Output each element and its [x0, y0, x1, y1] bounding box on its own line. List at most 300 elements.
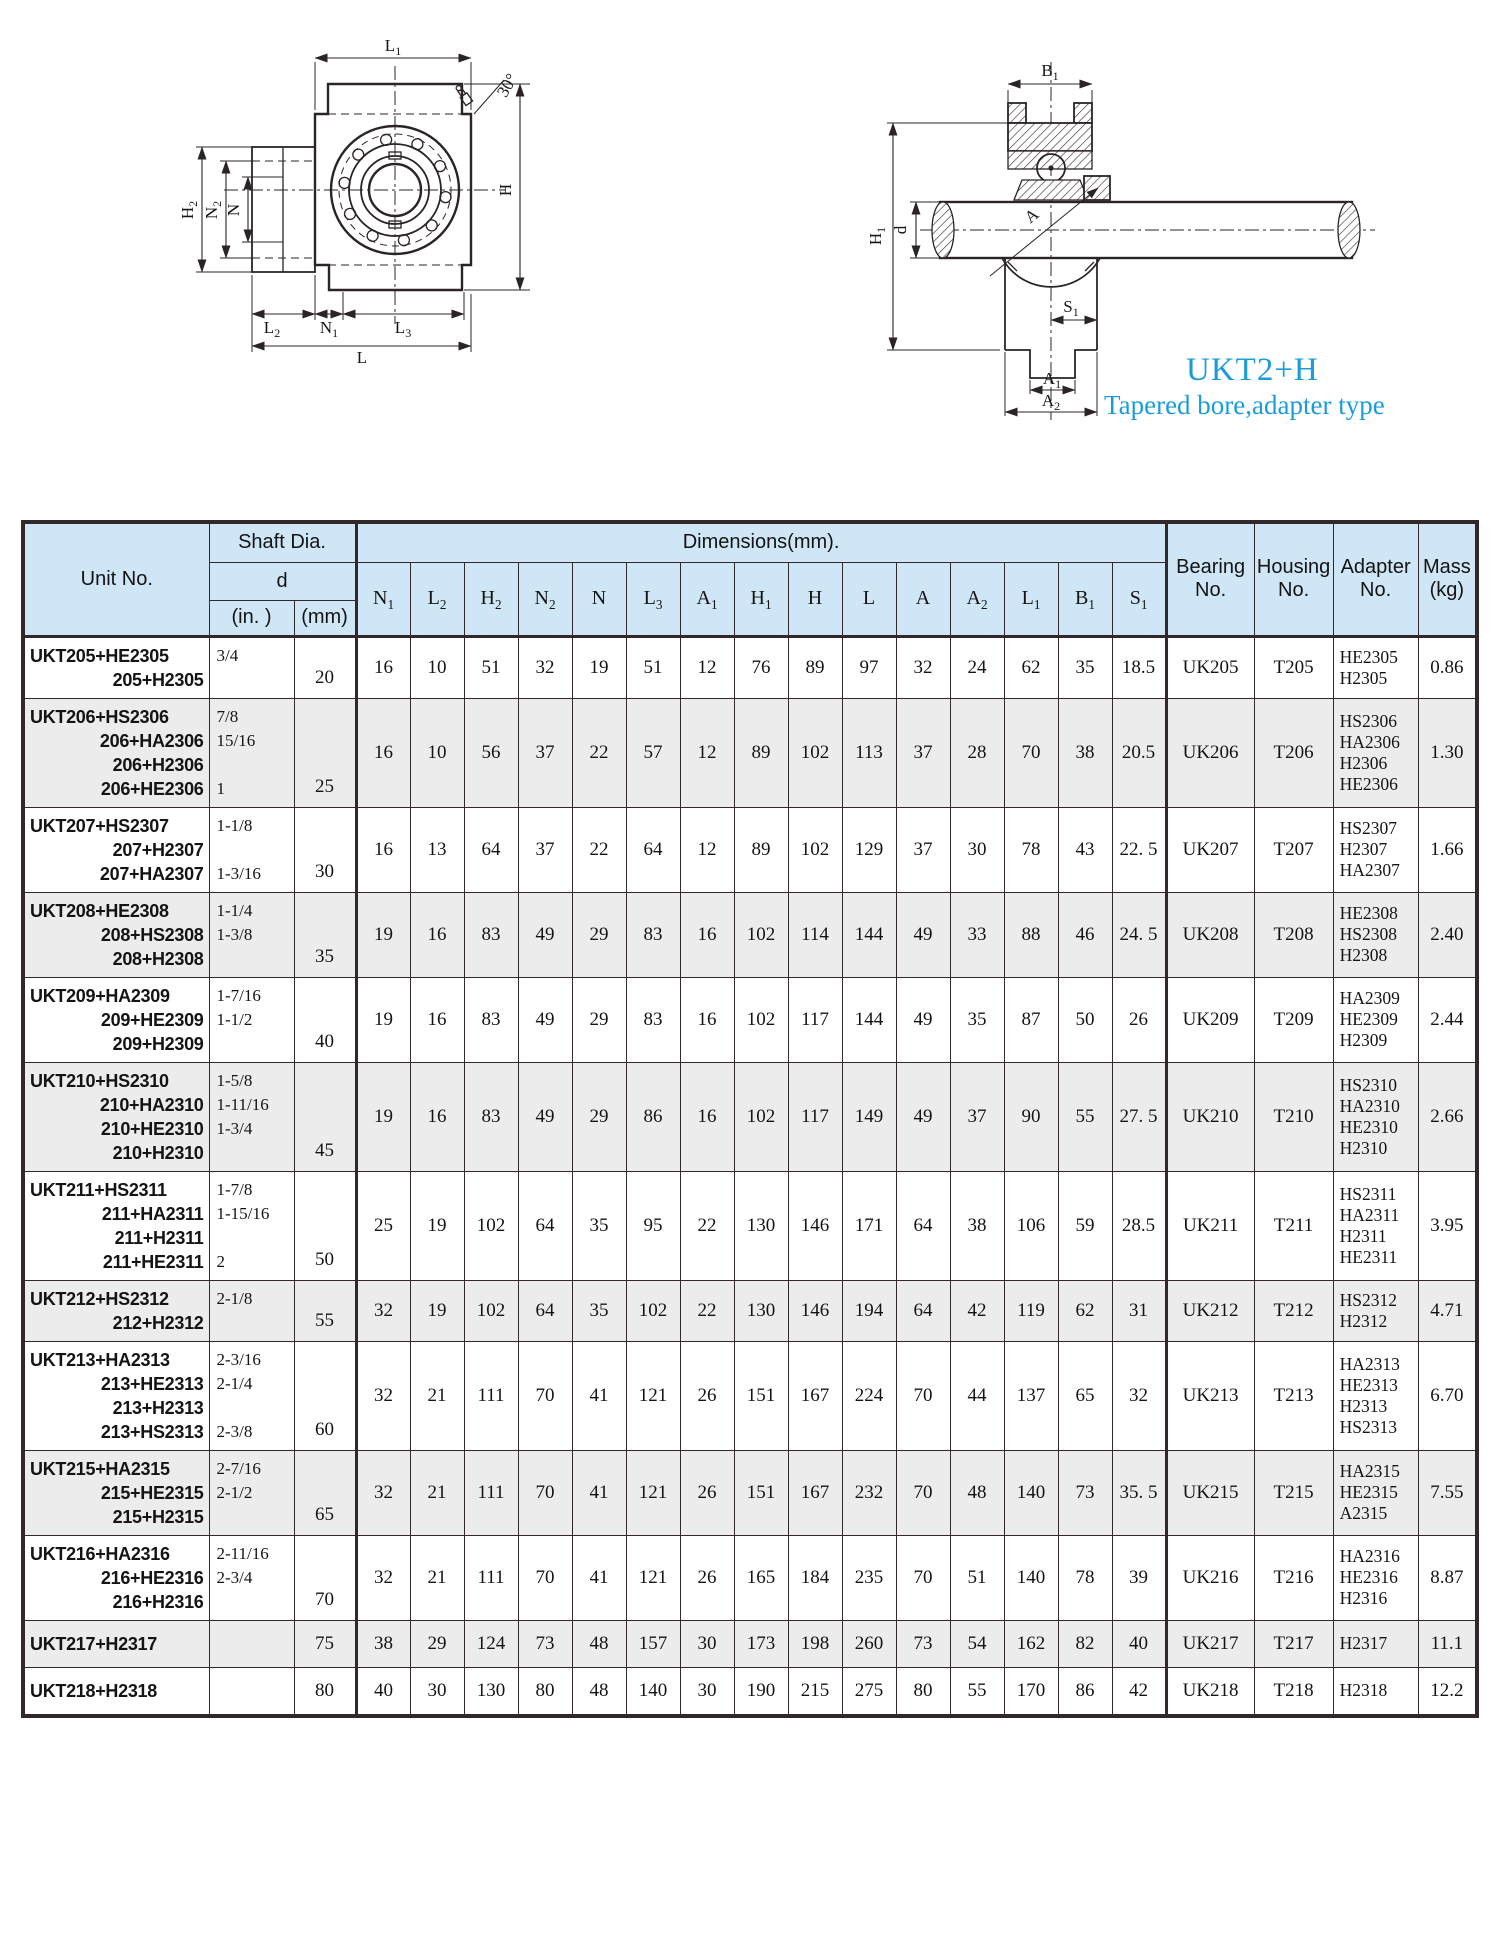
- dim-cell: 76: [734, 636, 788, 698]
- dim-cell: 260: [842, 1620, 896, 1667]
- dim-cell: 28.5: [1112, 1171, 1166, 1280]
- dim-cell: 83: [626, 977, 680, 1062]
- shaft-mm-cell: 60: [294, 1341, 356, 1450]
- dim-label-l3: $L_3$: [394, 318, 412, 340]
- adapter-no-line: HE2311: [1339, 1246, 1398, 1267]
- dim-cell: 12: [680, 636, 734, 698]
- unit-no-cell: [23, 807, 209, 892]
- table-row: [23, 807, 1477, 892]
- shaft-in-cell: [209, 807, 294, 892]
- mass-cell: 2.44: [1418, 977, 1477, 1062]
- mass-cell: 7.55: [1418, 1450, 1477, 1535]
- mass-cell: 1.30: [1418, 698, 1477, 807]
- unit-no-line: 207+HA2307: [99, 863, 204, 884]
- shaft-in-cell: [209, 636, 294, 698]
- shaft-mm-cell: 55: [294, 1280, 356, 1341]
- dim-cell: 151: [734, 1450, 788, 1535]
- adapter-no-cell: [1333, 892, 1418, 977]
- col-header-dim-l1: $L_1$: [1004, 562, 1058, 636]
- adapter-no-line: HS2308: [1339, 924, 1397, 944]
- dim-cell: 106: [1004, 1171, 1058, 1280]
- shaft-in-line: 2-11/16: [216, 1543, 269, 1563]
- dim-cell: 235: [842, 1535, 896, 1620]
- dim-cell: 19: [356, 1062, 410, 1171]
- unit-no-line: 215+HE2315: [100, 1482, 204, 1503]
- dim-cell: 29: [410, 1620, 464, 1667]
- bearing-no-cell: UK210: [1166, 1062, 1254, 1171]
- dim-label-b1: $B_1$: [1041, 61, 1059, 83]
- bearing-no-cell: UK207: [1166, 807, 1254, 892]
- col-header-mass: Mass (kg): [1418, 522, 1477, 636]
- unit-no-cell: [23, 1450, 209, 1535]
- table-row: [23, 1062, 1477, 1171]
- unit-no-line: 213+HS2313: [100, 1421, 204, 1442]
- dim-cell: 37: [896, 807, 950, 892]
- shaft-in-cell: [209, 698, 294, 807]
- unit-no-line: UKT212+HS2312: [30, 1288, 169, 1309]
- dim-cell: 167: [788, 1341, 842, 1450]
- dim-cell: 26: [680, 1450, 734, 1535]
- unit-no-line: 212+H2312: [112, 1312, 204, 1333]
- adapter-no-line: HE2316: [1339, 1567, 1398, 1587]
- dim-cell: 73: [896, 1620, 950, 1667]
- dim-label-a1: $A_1$: [1042, 369, 1062, 391]
- dim-cell: 70: [896, 1341, 950, 1450]
- dim-cell: 86: [626, 1062, 680, 1171]
- shaft-in-cell: [209, 1062, 294, 1171]
- adapter-no-line: H2313: [1339, 1395, 1388, 1416]
- dim-cell: 83: [464, 892, 518, 977]
- dim-cell: 41: [572, 1450, 626, 1535]
- bearing-no-cell: UK215: [1166, 1450, 1254, 1535]
- dim-cell: 62: [1058, 1280, 1112, 1341]
- col-header-adapter-no: Adapter No.: [1333, 522, 1418, 636]
- adapter-no-line: H2310: [1339, 1137, 1388, 1158]
- dim-cell: 22. 5: [1112, 807, 1166, 892]
- unit-no-line: 211+H2311: [114, 1227, 204, 1248]
- mass-cell: 4.71: [1418, 1280, 1477, 1341]
- dim-cell: 102: [734, 1062, 788, 1171]
- shaft-in-line: 2-1/8: [216, 1288, 253, 1308]
- dim-cell: 64: [626, 807, 680, 892]
- dim-cell: 26: [1112, 977, 1166, 1062]
- housing-no-cell: T218: [1254, 1667, 1333, 1716]
- adapter-no-line: HE2309: [1339, 1009, 1398, 1029]
- bearing-no-cell: UK213: [1166, 1341, 1254, 1450]
- dim-cell: 21: [410, 1535, 464, 1620]
- dim-cell: 55: [950, 1667, 1004, 1716]
- dim-cell: 82: [1058, 1620, 1112, 1667]
- dim-cell: 19: [410, 1171, 464, 1280]
- adapter-no-line: HE2308: [1339, 903, 1398, 923]
- dim-cell: 49: [518, 1062, 572, 1171]
- dim-cell: 73: [1058, 1450, 1112, 1535]
- dim-cell: 22: [572, 807, 626, 892]
- dim-cell: 19: [356, 977, 410, 1062]
- unit-no-cell: [23, 1171, 209, 1280]
- unit-no-cell: [23, 636, 209, 698]
- dim-cell: 117: [788, 1062, 842, 1171]
- dim-cell: 49: [518, 892, 572, 977]
- shaft-in-line: 2-1/4: [216, 1373, 253, 1393]
- shaft-in-line: 2-7/16: [216, 1458, 261, 1478]
- unit-no-cell: [23, 1535, 209, 1620]
- table-row: [23, 698, 1477, 807]
- dim-cell: 32: [356, 1280, 410, 1341]
- unit-no-line: 211+HE2311: [102, 1251, 204, 1272]
- unit-no-line: 209+HE2309: [100, 1009, 204, 1030]
- dim-cell: 64: [518, 1280, 572, 1341]
- dim-cell: 30: [410, 1667, 464, 1716]
- unit-no-cell: [23, 698, 209, 807]
- dim-cell: 95: [626, 1171, 680, 1280]
- dim-cell: 44: [950, 1341, 1004, 1450]
- table-row: [23, 1341, 1477, 1450]
- bearing-no-cell: UK218: [1166, 1667, 1254, 1716]
- dim-cell: 29: [572, 892, 626, 977]
- table-header: [23, 522, 1477, 636]
- shaft-in-line: [217, 838, 291, 862]
- spec-table: [21, 520, 1479, 1718]
- dim-cell: 16: [680, 1062, 734, 1171]
- adapter-no-line: H2309: [1339, 1030, 1388, 1050]
- dim-cell: 48: [572, 1667, 626, 1716]
- dim-cell: 140: [1004, 1535, 1058, 1620]
- dim-cell: 40: [356, 1667, 410, 1716]
- shaft-in-cell: [209, 1620, 294, 1667]
- dim-cell: 51: [464, 636, 518, 698]
- mass-cell: 1.66: [1418, 807, 1477, 892]
- dim-cell: 194: [842, 1280, 896, 1341]
- adapter-no-line: A2315: [1339, 1503, 1388, 1523]
- mass-cell: 6.70: [1418, 1341, 1477, 1450]
- col-header-dim-n2: $N_2$: [518, 562, 572, 636]
- dim-cell: 35: [1058, 636, 1112, 698]
- shaft-mm-cell: 50: [294, 1171, 356, 1280]
- col-header-dim-l3: $L_3$: [626, 562, 680, 636]
- dim-label-s1: $S_1$: [1063, 297, 1079, 319]
- dim-cell: 157: [626, 1620, 680, 1667]
- shaft-in-line: 2-3/16: [216, 1349, 261, 1369]
- dim-cell: 130: [734, 1171, 788, 1280]
- housing-no-cell: T217: [1254, 1620, 1333, 1667]
- shaft-in-cell: [209, 1171, 294, 1280]
- shaft-in-line: 2-1/2: [216, 1482, 253, 1502]
- dim-cell: 29: [572, 977, 626, 1062]
- dim-cell: 140: [626, 1667, 680, 1716]
- grease-fitting-icon: [454, 84, 473, 106]
- adapter-no-line: H2312: [1339, 1310, 1388, 1331]
- adapter-no-cell: [1333, 1341, 1418, 1450]
- col-header-dim-a2: $A_2$: [950, 562, 1004, 636]
- adapter-no-line: HA2307: [1339, 860, 1400, 880]
- dim-cell: 30: [680, 1620, 734, 1667]
- dim-cell: 70: [518, 1341, 572, 1450]
- unit-no-line: 208+HS2308: [100, 924, 204, 945]
- col-header-d: d: [209, 562, 356, 600]
- dim-cell: 64: [896, 1280, 950, 1341]
- dim-cell: 35: [572, 1171, 626, 1280]
- table-row: [23, 1667, 1477, 1716]
- mass-cell: 8.87: [1418, 1535, 1477, 1620]
- shaft-in-cell: [209, 1535, 294, 1620]
- unit-no-line: 205+H2305: [112, 669, 204, 690]
- dim-cell: 51: [950, 1535, 1004, 1620]
- table-row: [23, 1171, 1477, 1280]
- col-header-dimensions: Dimensions(mm).: [356, 522, 1166, 562]
- col-header-dim-a1: $A_1$: [680, 562, 734, 636]
- adapter-no-line: HE2310: [1339, 1116, 1398, 1137]
- bearing-no-cell: UK209: [1166, 977, 1254, 1062]
- dim-cell: 129: [842, 807, 896, 892]
- adapter-no-line: HS2306: [1339, 710, 1397, 731]
- dim-cell: 80: [896, 1667, 950, 1716]
- dim-cell: 10: [410, 698, 464, 807]
- dim-label-l: L: [356, 348, 368, 367]
- dim-cell: 38: [356, 1620, 410, 1667]
- dim-cell: 32: [1112, 1341, 1166, 1450]
- dim-cell: 42: [950, 1280, 1004, 1341]
- dim-cell: 97: [842, 636, 896, 698]
- dim-cell: 22: [680, 1280, 734, 1341]
- dim-label-l1: $L_1$: [384, 36, 402, 58]
- dim-cell: 16: [680, 892, 734, 977]
- dim-cell: 275: [842, 1667, 896, 1716]
- shaft-in-cell: [209, 1341, 294, 1450]
- unit-no-line: UKT218+H2318: [30, 1680, 157, 1701]
- adapter-no-cell: [1333, 636, 1418, 698]
- mass-cell: 3.95: [1418, 1171, 1477, 1280]
- dim-cell: 13: [410, 807, 464, 892]
- dim-cell: 37: [518, 807, 572, 892]
- dim-cell: 111: [464, 1341, 518, 1450]
- dim-cell: 87: [1004, 977, 1058, 1062]
- dim-cell: 42: [1112, 1667, 1166, 1716]
- dim-cell: 24: [950, 636, 1004, 698]
- dim-cell: 102: [734, 892, 788, 977]
- adapter-no-cell: [1333, 1620, 1418, 1667]
- dim-cell: 16: [356, 698, 410, 807]
- dim-cell: 32: [518, 636, 572, 698]
- col-header-mm: (mm): [294, 600, 356, 636]
- dim-cell: 32: [356, 1535, 410, 1620]
- dim-cell: 48: [572, 1620, 626, 1667]
- unit-no-line: UKT208+HE2308: [30, 900, 169, 921]
- housing-outline: [315, 84, 471, 290]
- shaft-mm-cell: 80: [294, 1667, 356, 1716]
- dim-cell: 151: [734, 1341, 788, 1450]
- col-header-unit-no: Unit No.: [23, 522, 209, 636]
- adapter-no-cell: [1333, 1450, 1418, 1535]
- shaft-in-line: 2: [216, 1251, 225, 1271]
- table-row: [23, 892, 1477, 977]
- adapter-no-cell: [1333, 1062, 1418, 1171]
- dim-cell: 198: [788, 1620, 842, 1667]
- shaft-in-line: 1-7/16: [216, 985, 261, 1005]
- shaft-in-line: 7/8: [216, 706, 239, 726]
- shaft-mm-cell: 65: [294, 1450, 356, 1535]
- dim-cell: 22: [680, 1171, 734, 1280]
- adapter-no-line: H2307: [1339, 839, 1388, 859]
- unit-no-line: 206+H2306: [112, 754, 204, 775]
- dim-cell: 16: [680, 977, 734, 1062]
- shaft-in-line: 1-15/16: [216, 1203, 270, 1223]
- shaft-in-line: 3/4: [216, 645, 239, 665]
- dim-cell: 102: [464, 1280, 518, 1341]
- col-header-dim-h1: $H_1$: [734, 562, 788, 636]
- bearing-no-cell: UK205: [1166, 636, 1254, 698]
- col-header-dim-b1: $B_1$: [1058, 562, 1112, 636]
- bearing-no-cell: UK216: [1166, 1535, 1254, 1620]
- dim-cell: 70: [1004, 698, 1058, 807]
- spec-table-body: [23, 636, 1477, 1716]
- adapter-no-line: HA2316: [1339, 1546, 1400, 1566]
- dim-cell: 130: [464, 1667, 518, 1716]
- table-row: [23, 977, 1477, 1062]
- dim-cell: 102: [626, 1280, 680, 1341]
- dim-label-n1: $N_1$: [319, 318, 339, 340]
- housing-no-cell: T207: [1254, 807, 1333, 892]
- dim-cell: 111: [464, 1535, 518, 1620]
- table-row: [23, 1450, 1477, 1535]
- dim-cell: 38: [950, 1171, 1004, 1280]
- dim-label-n2: $N_2$: [202, 200, 224, 220]
- dim-cell: 102: [464, 1171, 518, 1280]
- front-view-drawing: [168, 22, 598, 367]
- dim-label-h: H: [496, 183, 515, 197]
- col-header-dim-s1: $S_1$: [1112, 562, 1166, 636]
- dim-cell: 26: [680, 1341, 734, 1450]
- shaft-in-line: 1-3/4: [216, 1118, 253, 1138]
- unit-no-line: UKT211+HS2311: [30, 1179, 167, 1200]
- col-header-dim-l2: $L_2$: [410, 562, 464, 636]
- dim-cell: 19: [356, 892, 410, 977]
- dim-cell: 173: [734, 1620, 788, 1667]
- shaft-in-line: [217, 1226, 291, 1250]
- dim-cell: 40: [1112, 1620, 1166, 1667]
- dim-cell: 16: [410, 1062, 464, 1171]
- dim-cell: 43: [1058, 807, 1112, 892]
- dim-cell: 232: [842, 1450, 896, 1535]
- dim-cell: 114: [788, 892, 842, 977]
- shaft-in-line: 1-5/8: [216, 1070, 253, 1090]
- dim-cell: 190: [734, 1667, 788, 1716]
- dim-cell: 215: [788, 1667, 842, 1716]
- unit-no-line: 211+HA2311: [101, 1203, 204, 1224]
- dim-cell: 32: [896, 636, 950, 698]
- dim-cell: 35: [572, 1280, 626, 1341]
- mass-cell: 2.66: [1418, 1062, 1477, 1171]
- adapter-no-cell: [1333, 1667, 1418, 1716]
- dim-cell: 57: [626, 698, 680, 807]
- adapter-no-line: HS2311: [1339, 1183, 1397, 1204]
- dim-cell: 171: [842, 1171, 896, 1280]
- dim-cell: 113: [842, 698, 896, 807]
- dim-cell: 39: [1112, 1535, 1166, 1620]
- dim-cell: 37: [950, 1062, 1004, 1171]
- dim-cell: 33: [950, 892, 1004, 977]
- shaft-in-line: 1-1/2: [216, 1009, 253, 1029]
- dim-cell: 24. 5: [1112, 892, 1166, 977]
- adapter-no-line: HS2310: [1339, 1074, 1397, 1095]
- dim-cell: 70: [896, 1450, 950, 1535]
- dim-cell: 162: [1004, 1620, 1058, 1667]
- dim-cell: 170: [1004, 1667, 1058, 1716]
- bearing-no-cell: UK212: [1166, 1280, 1254, 1341]
- housing-no-cell: T216: [1254, 1535, 1333, 1620]
- adapter-no-line: HA2311: [1339, 1204, 1400, 1225]
- unit-no-line: UKT206+HS2306: [30, 706, 169, 727]
- unit-no-line: 206+HE2306: [100, 778, 204, 799]
- dim-cell: 18.5: [1112, 636, 1166, 698]
- shaft-in-cell: [209, 1667, 294, 1716]
- unit-no-cell: [23, 1062, 209, 1171]
- dim-cell: 26: [680, 1535, 734, 1620]
- col-header-in: (in. ): [209, 600, 294, 636]
- angle-label: 30°: [493, 70, 522, 101]
- table-row: [23, 636, 1477, 698]
- adapter-no-cell: [1333, 807, 1418, 892]
- dim-cell: 19: [572, 636, 626, 698]
- shaft-mm-cell: 35: [294, 892, 356, 977]
- dim-cell: 35. 5: [1112, 1450, 1166, 1535]
- dim-cell: 80: [518, 1667, 572, 1716]
- dim-label-l2: $L_2$: [263, 318, 281, 340]
- adapter-no-line: HE2306: [1339, 773, 1398, 794]
- unit-no-line: 206+HA2306: [99, 730, 204, 751]
- adapter-no-line: H2305: [1339, 667, 1388, 688]
- adapter-no-cell: [1333, 698, 1418, 807]
- dim-label-h1: $H_1$: [866, 226, 888, 246]
- dim-cell: 12: [680, 807, 734, 892]
- dim-cell: 12: [680, 698, 734, 807]
- adapter-no-line: HA2310: [1339, 1095, 1400, 1116]
- dim-label-h2: $H_2$: [178, 200, 200, 220]
- adapter-no-line: HS2307: [1339, 818, 1397, 838]
- col-header-dim-h: H: [788, 562, 842, 636]
- dim-cell: 30: [950, 807, 1004, 892]
- dim-cell: 86: [1058, 1667, 1112, 1716]
- unit-no-line: 207+H2307: [112, 839, 204, 860]
- dim-cell: 22: [572, 698, 626, 807]
- shaft-in-line: [217, 1396, 291, 1420]
- unit-no-line: UKT207+HS2307: [30, 815, 169, 836]
- unit-no-line: 216+H2316: [112, 1591, 204, 1612]
- unit-no-line: UKT210+HS2310: [30, 1070, 169, 1091]
- dim-cell: 121: [626, 1535, 680, 1620]
- unit-no-cell: [23, 892, 209, 977]
- dim-cell: 83: [626, 892, 680, 977]
- shaft-in-line: 1-1/8: [216, 815, 253, 835]
- dim-cell: 140: [1004, 1450, 1058, 1535]
- mass-cell: 0.86: [1418, 636, 1477, 698]
- shaft-mm-cell: 30: [294, 807, 356, 892]
- dim-cell: 51: [626, 636, 680, 698]
- bearing-no-cell: UK211: [1166, 1171, 1254, 1280]
- dim-label-a2: $A_2$: [1041, 391, 1061, 413]
- dim-cell: 32: [356, 1341, 410, 1450]
- shaft-in-line: 1-1/4: [216, 900, 253, 920]
- adapter-no-line: HE2313: [1339, 1374, 1398, 1395]
- shaft-in-line: 1-7/8: [216, 1179, 253, 1199]
- dim-cell: 88: [1004, 892, 1058, 977]
- table-row: [23, 1535, 1477, 1620]
- dim-cell: 20.5: [1112, 698, 1166, 807]
- bearing-no-cell: UK206: [1166, 698, 1254, 807]
- shaft-in-line: 2-3/8: [216, 1421, 253, 1441]
- housing-no-cell: T211: [1254, 1171, 1333, 1280]
- dim-cell: 16: [356, 636, 410, 698]
